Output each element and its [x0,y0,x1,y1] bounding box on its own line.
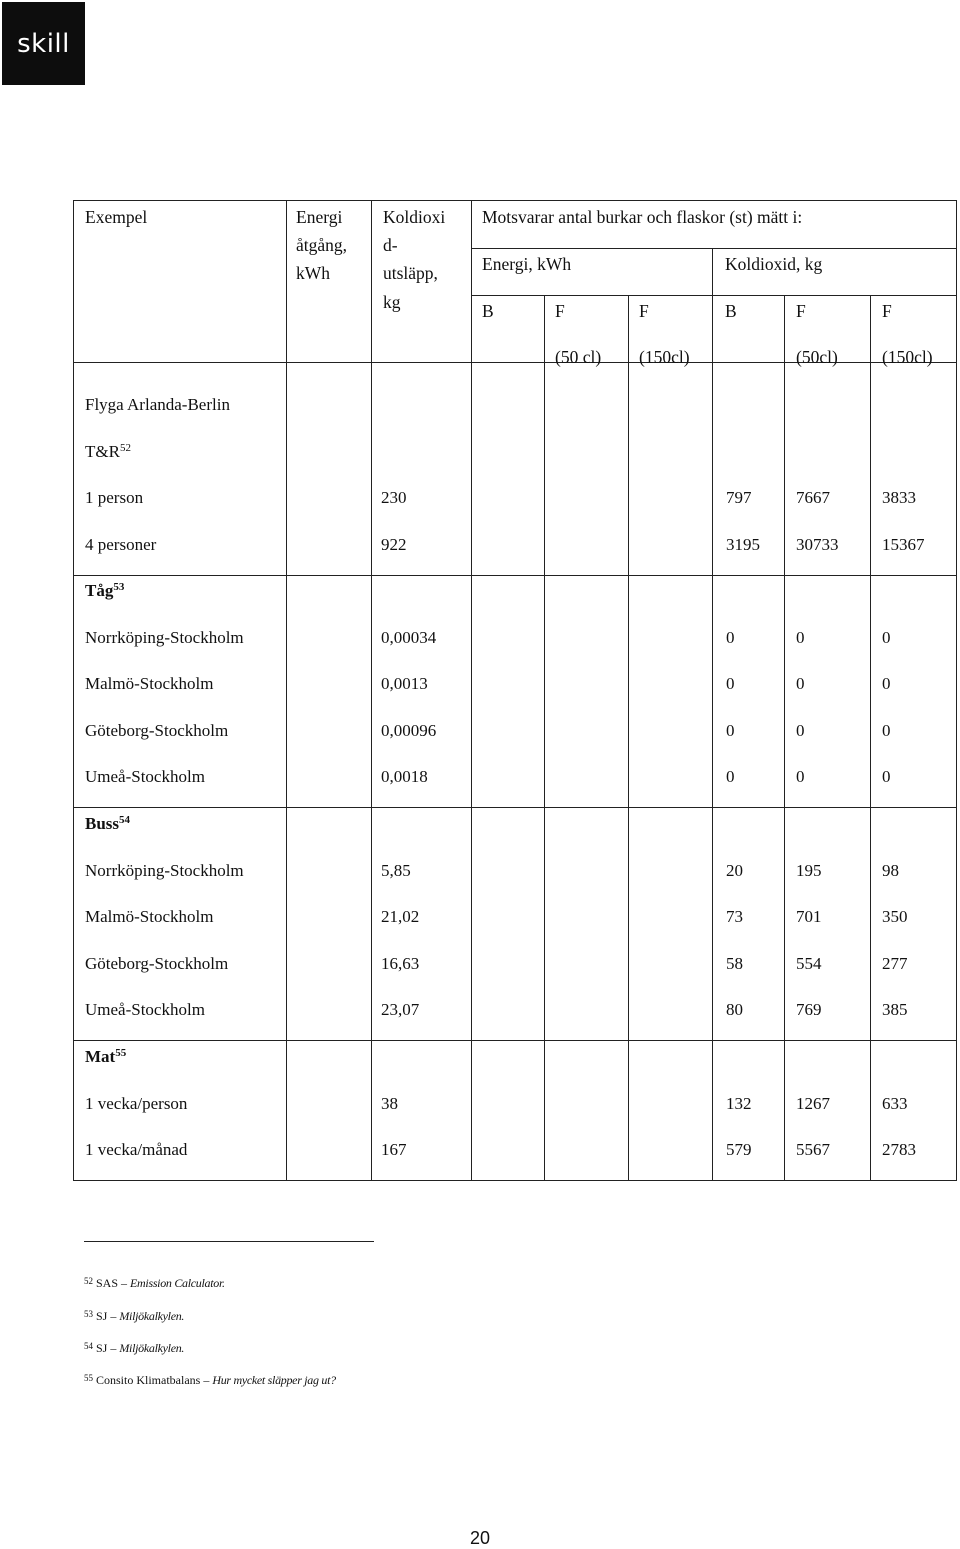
cell-co2-b: 0 [726,627,735,647]
footnote-ref: 52 [119,441,131,454]
header-co2-line: Koldioxi [383,207,446,227]
cell-co2: 16,63 [381,953,420,973]
cell-co2: 23,07 [381,1000,420,1019]
cell-co2: 230 [381,488,407,507]
section-title [85,581,124,601]
header-rule [471,295,956,296]
cell-co2: 0,0013 [381,674,428,693]
header-sub-unit: (150cl) [882,347,933,367]
cell-co2-f50: 0 [796,627,805,647]
footnote-number: 54 [84,1341,93,1351]
page-number: 20 [469,1528,491,1548]
cell-co2-f150: 350 [882,907,908,926]
logo-text: skill [17,28,70,59]
cell-co2: 0,00034 [381,627,437,647]
footnote-separator [84,1241,374,1242]
section-title-text: Mat [85,1047,116,1066]
footnote-ref: 54 [119,814,131,826]
section-title [85,1047,126,1067]
cell-co2-b: 797 [726,488,752,507]
cell-co2-f50: 554 [796,953,822,973]
header-energy-group: Energi, kWh [482,254,572,274]
row-label: Malmö-Stockholm [85,674,214,693]
header-co2-line: kg [383,292,401,312]
table-left-border [73,200,74,1181]
footnote-ref: 53 [113,581,125,593]
col-rule [471,200,472,1181]
cell-co2-b: 0 [726,674,735,693]
cell-co2-f150: 0 [882,767,891,786]
cell-co2-b: 58 [726,953,743,973]
section-subtitle [85,442,131,462]
footnote-text: SAS – [96,1276,128,1290]
footnote-number: 55 [84,1373,93,1383]
header-sub-unit: (150cl) [639,347,690,367]
footnote-ref: 55 [115,1047,127,1059]
section-title: Flyga Arlanda-Berlin [85,395,230,414]
cell-co2-f150: 277 [882,953,908,973]
footnote-55 [84,1371,336,1387]
row-label: Norrköping-Stockholm [85,627,244,647]
header-co2-group: Koldioxid, kg [725,254,823,274]
footnote-source: Hur mycket släpper jag ut? [212,1373,336,1387]
col-rule [784,295,785,1181]
header-sub-col: F [555,301,565,321]
table-top-border [73,200,956,201]
cell-co2-f150: 0 [882,674,891,693]
row-label: Umeå-Stockholm [85,767,205,786]
cell-co2-b: 579 [726,1140,752,1159]
cell-co2-f50: 0 [796,720,805,740]
cell-co2: 38 [381,1093,398,1113]
col-rule [712,248,713,1181]
footnote-source: Emission Calculator. [130,1276,225,1290]
header-sub-col: F [882,301,892,321]
section-title [85,814,130,834]
table-right-border [956,200,957,1181]
cell-co2-f150: 0 [882,720,891,740]
header-example: Exempel [85,207,148,227]
row-label: Umeå-Stockholm [85,1000,205,1019]
header-rule [471,248,956,249]
cell-co2: 0,00096 [381,720,437,740]
row-label: Göteborg-Stockholm [85,720,229,740]
row-label: Norrköping-Stockholm [85,860,244,880]
section-rule [73,807,956,808]
cell-co2-f50: 195 [796,860,822,880]
cell-co2: 21,02 [381,907,420,926]
cell-co2-f50: 5567 [796,1140,830,1159]
cell-co2-f150: 98 [882,860,899,880]
section-subtitle-text: T&R [85,441,120,461]
cell-co2-f150: 15367 [882,534,925,554]
cell-co2-f50: 0 [796,674,805,693]
section-title-text: Buss [85,814,120,833]
footnote-text: Consito Klimatbalans – [96,1373,210,1387]
footnote-number: 52 [84,1276,93,1286]
cell-co2-b: 80 [726,1000,743,1019]
cell-co2: 5,85 [381,860,411,880]
header-co2-line: utsläpp, [383,263,438,283]
cell-co2-f50: 7667 [796,488,830,507]
footnote-source: Miljökalkylen. [119,1309,185,1323]
footnote-52 [84,1274,225,1290]
footnote-number: 53 [84,1309,93,1319]
col-rule [286,200,287,1181]
section-title-text: Tåg [85,581,114,600]
header-sub-unit: (50 cl) [555,347,602,367]
cell-co2-f50: 30733 [796,534,839,554]
cell-co2: 167 [381,1140,407,1159]
row-label: Göteborg-Stockholm [85,953,229,973]
cell-co2-f150: 0 [882,627,891,647]
header-co2-line: d- [383,235,398,255]
cell-co2-b: 0 [726,767,735,786]
section-rule [73,1040,956,1041]
footnote-54 [84,1339,184,1355]
section-rule [73,575,956,576]
header-sub-col: F [796,301,806,321]
row-label: 1 vecka/person [85,1093,188,1113]
row-label: Malmö-Stockholm [85,907,214,926]
cell-co2: 922 [381,534,407,554]
row-label: 1 vecka/månad [85,1140,188,1159]
cell-co2-f50: 701 [796,907,822,926]
cell-co2-b: 73 [726,907,743,926]
cell-co2-f50: 769 [796,1000,822,1019]
footnote-53 [84,1307,184,1323]
header-energy-line: åtgång, [296,235,348,255]
col-rule [371,200,372,1181]
footnote-text: SJ – [96,1309,117,1323]
footnote-text: SJ – [96,1341,117,1355]
cell-co2-f50: 0 [796,767,805,786]
header-sub-unit: (50cl) [796,347,838,367]
skill-logo [2,2,85,85]
col-rule [628,295,629,1181]
header-sub-col: B [725,301,737,321]
cell-co2-b: 20 [726,860,743,880]
cell-co2-f150: 385 [882,1000,908,1019]
header-sub-col: B [482,301,494,321]
cell-co2: 0,0018 [381,767,428,786]
col-rule [544,295,545,1181]
row-label: 1 person [85,488,144,507]
cell-co2-f50: 1267 [796,1093,830,1113]
cell-co2-f150: 633 [882,1093,908,1113]
table-bottom-border [73,1180,956,1181]
row-label: 4 personer [85,534,157,554]
header-sub-col: F [639,301,649,321]
header-energy-line: kWh [296,263,331,283]
header-equivalent: Motsvarar antal burkar och flaskor (st) mätt i: [482,207,803,227]
header-energy-line: Energi [296,207,343,227]
footnote-source: Miljökalkylen. [119,1341,185,1355]
col-rule [870,295,871,1181]
cell-co2-f150: 2783 [882,1140,916,1159]
cell-co2-b: 3195 [726,534,760,554]
cell-co2-f150: 3833 [882,488,916,507]
cell-co2-b: 0 [726,720,735,740]
cell-co2-b: 132 [726,1093,752,1113]
